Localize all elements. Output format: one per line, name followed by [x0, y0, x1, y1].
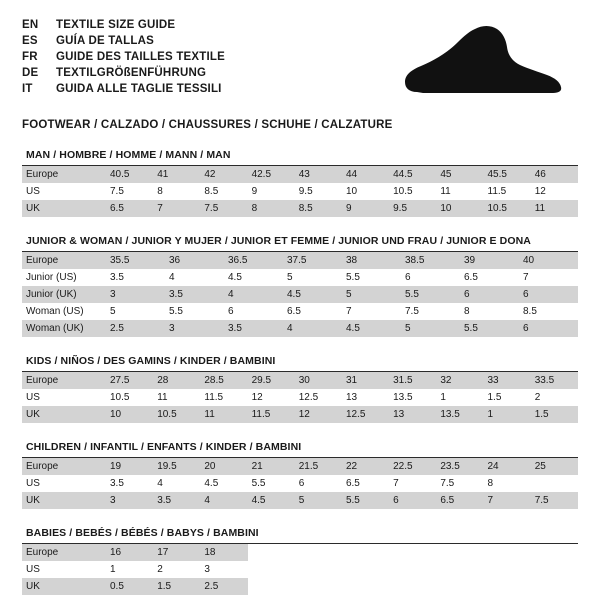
- row-label: US: [22, 561, 106, 578]
- size-cell: 7.5: [200, 200, 247, 217]
- language-row: [22, 66, 225, 81]
- size-cell: 11.5: [248, 406, 295, 423]
- size-cell: 31.5: [389, 372, 436, 389]
- size-group-junior-woman: [22, 235, 578, 337]
- size-table: [22, 166, 578, 217]
- table-row: [22, 320, 578, 337]
- size-cell: 13.5: [436, 406, 483, 423]
- size-cell: 10.5: [389, 183, 436, 200]
- size-cell: 3.5: [106, 475, 153, 492]
- language-row: [22, 18, 225, 33]
- row-label: UK: [22, 578, 106, 595]
- table-row: [22, 166, 578, 183]
- size-cell: 17: [153, 544, 200, 561]
- size-cell: 6.5: [106, 200, 153, 217]
- size-cell: 10.5: [484, 200, 531, 217]
- size-cell: 8.5: [519, 303, 578, 320]
- language-title-list: [22, 18, 225, 97]
- size-cell: 3.5: [224, 320, 283, 337]
- size-cell: 10.5: [106, 389, 153, 406]
- size-group-heading: JUNIOR & WOMAN / JUNIOR Y MUJER / JUNIOR ET FEMME / JUNIOR UND FRAU / JUNIOR E DONA: [22, 235, 578, 252]
- size-cell: [248, 544, 295, 561]
- size-cell: [295, 578, 342, 595]
- size-cell: [436, 544, 483, 561]
- language-title: GUÍA DE TALLAS: [56, 35, 154, 47]
- size-cell: 18: [200, 544, 247, 561]
- size-cell: 3: [106, 492, 153, 509]
- size-cell: 27.5: [106, 372, 153, 389]
- size-cell: 5: [106, 303, 165, 320]
- size-cell: 1.5: [531, 406, 578, 423]
- size-table: [22, 252, 578, 337]
- row-label: Woman (UK): [22, 320, 106, 337]
- size-cell: [248, 578, 295, 595]
- size-group-children: [22, 441, 578, 509]
- size-cell: 25: [531, 458, 578, 475]
- size-group-man: [22, 149, 578, 217]
- size-group-heading: CHILDREN / INFANTIL / ENFANTS / KINDER / BAMBINI: [22, 441, 578, 458]
- language-row: [22, 50, 225, 65]
- table-row: [22, 389, 578, 406]
- size-cell: 42.5: [248, 166, 295, 183]
- size-cell: 11: [200, 406, 247, 423]
- row-label: Europe: [22, 372, 106, 389]
- table-row: [22, 578, 578, 595]
- size-cell: 21.5: [295, 458, 342, 475]
- size-cell: 6.5: [436, 492, 483, 509]
- table-row: [22, 183, 578, 200]
- size-cell: 4.5: [224, 269, 283, 286]
- size-cell: 33: [484, 372, 531, 389]
- size-cell: 12: [248, 389, 295, 406]
- size-cell: 33.5: [531, 372, 578, 389]
- size-cell: 3.5: [165, 286, 224, 303]
- size-cell: 3: [106, 286, 165, 303]
- size-cell: 1: [106, 561, 153, 578]
- size-cell: 37.5: [283, 252, 342, 269]
- size-cell: 11: [531, 200, 578, 217]
- size-cell: 8: [248, 200, 295, 217]
- size-cell: 1.5: [153, 578, 200, 595]
- size-cell: 46: [531, 166, 578, 183]
- row-label: US: [22, 389, 106, 406]
- size-cell: 8: [153, 183, 200, 200]
- size-cell: 0.5: [106, 578, 153, 595]
- language-code: DE: [22, 67, 39, 79]
- size-cell: 43: [295, 166, 342, 183]
- size-cell: 44.5: [389, 166, 436, 183]
- size-cell: 4: [283, 320, 342, 337]
- size-cell: 4: [200, 492, 247, 509]
- size-cell: 45: [436, 166, 483, 183]
- size-group-babies: [22, 527, 578, 595]
- size-cell: 21: [248, 458, 295, 475]
- size-cell: 6: [224, 303, 283, 320]
- size-cell: 7: [389, 475, 436, 492]
- size-cell: 3.5: [153, 492, 200, 509]
- size-cell: 8.5: [295, 200, 342, 217]
- size-cell: 4.5: [283, 286, 342, 303]
- size-cell: 7: [342, 303, 401, 320]
- size-cell: 2.5: [200, 578, 247, 595]
- table-row: [22, 458, 578, 475]
- size-cell: [484, 578, 531, 595]
- size-cell: [484, 544, 531, 561]
- size-group-heading: KIDS / NIÑOS / DES GAMINS / KINDER / BAMBINI: [22, 355, 578, 372]
- size-cell: 1.5: [484, 389, 531, 406]
- row-label: US: [22, 183, 106, 200]
- size-group-kids: [22, 355, 578, 423]
- row-label: US: [22, 475, 106, 492]
- size-cell: 1: [436, 389, 483, 406]
- size-cell: 6: [295, 475, 342, 492]
- size-cell: [436, 578, 483, 595]
- size-cell: 28.5: [200, 372, 247, 389]
- language-code: ES: [22, 35, 38, 47]
- size-cell: 10: [342, 183, 389, 200]
- size-cell: 6: [460, 286, 519, 303]
- size-cell: 9.5: [295, 183, 342, 200]
- size-cell: 5: [401, 320, 460, 337]
- size-cell: 7: [153, 200, 200, 217]
- table-row: [22, 492, 578, 509]
- size-cell: 13.5: [389, 389, 436, 406]
- size-cell: 6: [401, 269, 460, 286]
- size-cell: [295, 561, 342, 578]
- row-label: Woman (US): [22, 303, 106, 320]
- size-cell: 11: [153, 389, 200, 406]
- row-label: UK: [22, 492, 106, 509]
- size-cell: 40.5: [106, 166, 153, 183]
- size-cell: 5.5: [401, 286, 460, 303]
- size-cell: [531, 544, 578, 561]
- size-cell: 40: [519, 252, 578, 269]
- table-row: [22, 269, 578, 286]
- size-cell: [342, 561, 389, 578]
- table-row: [22, 544, 578, 561]
- size-cell: 24: [484, 458, 531, 475]
- size-cell: 5.5: [165, 303, 224, 320]
- size-cell: 12: [295, 406, 342, 423]
- size-cell: 3.5: [106, 269, 165, 286]
- size-cell: 5: [295, 492, 342, 509]
- size-cell: 22: [342, 458, 389, 475]
- size-cell: 41: [153, 166, 200, 183]
- size-cell: 39: [460, 252, 519, 269]
- size-cell: 31: [342, 372, 389, 389]
- size-cell: 19.5: [153, 458, 200, 475]
- size-cell: 4.5: [200, 475, 247, 492]
- size-cell: 38: [342, 252, 401, 269]
- size-group-heading: MAN / HOMBRE / HOMME / MANN / MAN: [22, 149, 578, 166]
- size-cell: 10: [436, 200, 483, 217]
- row-label: Europe: [22, 166, 106, 183]
- size-cell: 20: [200, 458, 247, 475]
- size-cell: 5: [342, 286, 401, 303]
- size-cell: [342, 578, 389, 595]
- language-code: EN: [22, 19, 39, 31]
- size-cell: 2.5: [106, 320, 165, 337]
- size-cell: 45.5: [484, 166, 531, 183]
- size-cell: 5.5: [342, 492, 389, 509]
- size-cell: 36.5: [224, 252, 283, 269]
- size-cell: 7.5: [401, 303, 460, 320]
- size-cell: [531, 475, 578, 492]
- page-title: FOOTWEAR / CALZADO / CHAUSSURES / SCHUHE / CALZATURE: [22, 119, 393, 131]
- size-cell: 23.5: [436, 458, 483, 475]
- row-label: Europe: [22, 252, 106, 269]
- language-title: GUIDE DES TAILLES TEXTILE: [56, 51, 225, 63]
- table-row: [22, 252, 578, 269]
- size-cell: 5.5: [460, 320, 519, 337]
- size-cell: 44: [342, 166, 389, 183]
- size-cell: 7.5: [531, 492, 578, 509]
- size-cell: 7: [484, 492, 531, 509]
- size-cell: [484, 561, 531, 578]
- language-title: TEXTILE SIZE GUIDE: [56, 19, 176, 31]
- size-cell: 13: [389, 406, 436, 423]
- size-cell: [389, 561, 436, 578]
- size-cell: 6.5: [283, 303, 342, 320]
- size-cell: [531, 561, 578, 578]
- size-cell: 30: [295, 372, 342, 389]
- size-cell: 35.5: [106, 252, 165, 269]
- size-cell: [389, 578, 436, 595]
- size-cell: 6: [519, 320, 578, 337]
- language-code: IT: [22, 83, 33, 95]
- dress-shoe-icon: [379, 20, 564, 106]
- size-cell: 5: [283, 269, 342, 286]
- table-row: [22, 475, 578, 492]
- size-cell: 2: [153, 561, 200, 578]
- size-cell: [295, 544, 342, 561]
- size-cell: 6.5: [342, 475, 389, 492]
- size-tables: [22, 149, 578, 595]
- size-cell: 4: [165, 269, 224, 286]
- size-cell: [436, 561, 483, 578]
- size-cell: 3: [200, 561, 247, 578]
- size-cell: 11: [436, 183, 483, 200]
- table-row: [22, 200, 578, 217]
- size-cell: 12.5: [342, 406, 389, 423]
- size-group-heading: BABIES / BEBÉS / BÉBÉS / BABYS / BAMBINI: [22, 527, 578, 544]
- size-cell: 1: [484, 406, 531, 423]
- size-cell: 12.5: [295, 389, 342, 406]
- size-cell: 2: [531, 389, 578, 406]
- size-cell: 5.5: [342, 269, 401, 286]
- row-label: Europe: [22, 544, 106, 561]
- size-cell: 10: [106, 406, 153, 423]
- size-cell: 9: [342, 200, 389, 217]
- language-code: FR: [22, 51, 38, 63]
- language-title: GUIDA ALLE TAGLIE TESSILI: [56, 83, 222, 95]
- size-cell: 32: [436, 372, 483, 389]
- row-label: Junior (US): [22, 269, 106, 286]
- size-cell: 36: [165, 252, 224, 269]
- size-cell: 8: [460, 303, 519, 320]
- row-label: Junior (UK): [22, 286, 106, 303]
- size-cell: 4.5: [248, 492, 295, 509]
- size-cell: [531, 578, 578, 595]
- size-cell: 19: [106, 458, 153, 475]
- table-row: [22, 406, 578, 423]
- size-cell: 9.5: [389, 200, 436, 217]
- row-label: UK: [22, 406, 106, 423]
- size-cell: 12: [531, 183, 578, 200]
- size-cell: 4.5: [342, 320, 401, 337]
- size-cell: 7: [519, 269, 578, 286]
- size-table: [22, 544, 578, 595]
- table-row: [22, 561, 578, 578]
- size-cell: 8.5: [200, 183, 247, 200]
- size-cell: 13: [342, 389, 389, 406]
- size-cell: 7.5: [106, 183, 153, 200]
- size-cell: 22.5: [389, 458, 436, 475]
- table-row: [22, 372, 578, 389]
- table-row: [22, 303, 578, 320]
- size-cell: 29.5: [248, 372, 295, 389]
- size-cell: 38.5: [401, 252, 460, 269]
- size-cell: 28: [153, 372, 200, 389]
- size-cell: 8: [484, 475, 531, 492]
- row-label: Europe: [22, 458, 106, 475]
- page-header: [22, 18, 578, 106]
- size-cell: [389, 544, 436, 561]
- table-row: [22, 286, 578, 303]
- row-label: UK: [22, 200, 106, 217]
- size-cell: 3: [165, 320, 224, 337]
- size-cell: 6: [389, 492, 436, 509]
- size-cell: 4: [153, 475, 200, 492]
- size-cell: 9: [248, 183, 295, 200]
- language-row: [22, 34, 225, 49]
- size-table: [22, 372, 578, 423]
- size-cell: 6: [519, 286, 578, 303]
- size-table: [22, 458, 578, 509]
- size-cell: 4: [224, 286, 283, 303]
- size-cell: 11.5: [484, 183, 531, 200]
- size-cell: 7.5: [436, 475, 483, 492]
- size-cell: [342, 544, 389, 561]
- size-cell: 5.5: [248, 475, 295, 492]
- size-cell: 6.5: [460, 269, 519, 286]
- size-cell: 10.5: [153, 406, 200, 423]
- size-cell: 42: [200, 166, 247, 183]
- language-title: TEXTILGRÖßENFÜHRUNG: [56, 67, 207, 79]
- size-cell: 16: [106, 544, 153, 561]
- size-cell: [248, 561, 295, 578]
- language-row: [22, 82, 225, 97]
- size-cell: 11.5: [200, 389, 247, 406]
